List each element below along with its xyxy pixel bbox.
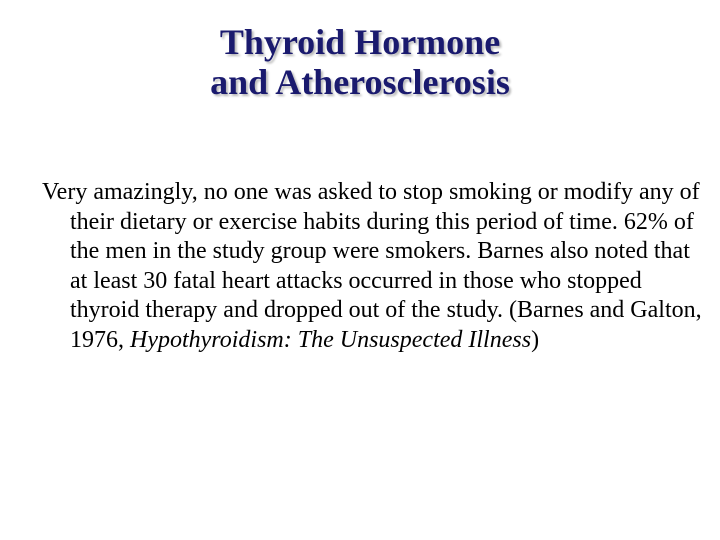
title-line-2: and Atherosclerosis (210, 62, 510, 102)
body-paragraph (42, 178, 710, 355)
book-title: Hypothyroidism: The Unsuspected Illness (130, 326, 532, 353)
slide-title (0, 22, 720, 102)
body-text: Very amazingly, no one was asked to stop smoking or modify any of their dietary or exercise habits during this period of time. 62% of the men in the study group were smokers. Barnes also noted that at least 30 fatal heart attacks occurred in those who stopped thyroid therapy and dropped out of the study. (Barnes and Galton, 1976, (42, 179, 702, 353)
title-line-1: Thyroid Hormone (219, 22, 501, 62)
closing-paren: ) (531, 326, 540, 353)
